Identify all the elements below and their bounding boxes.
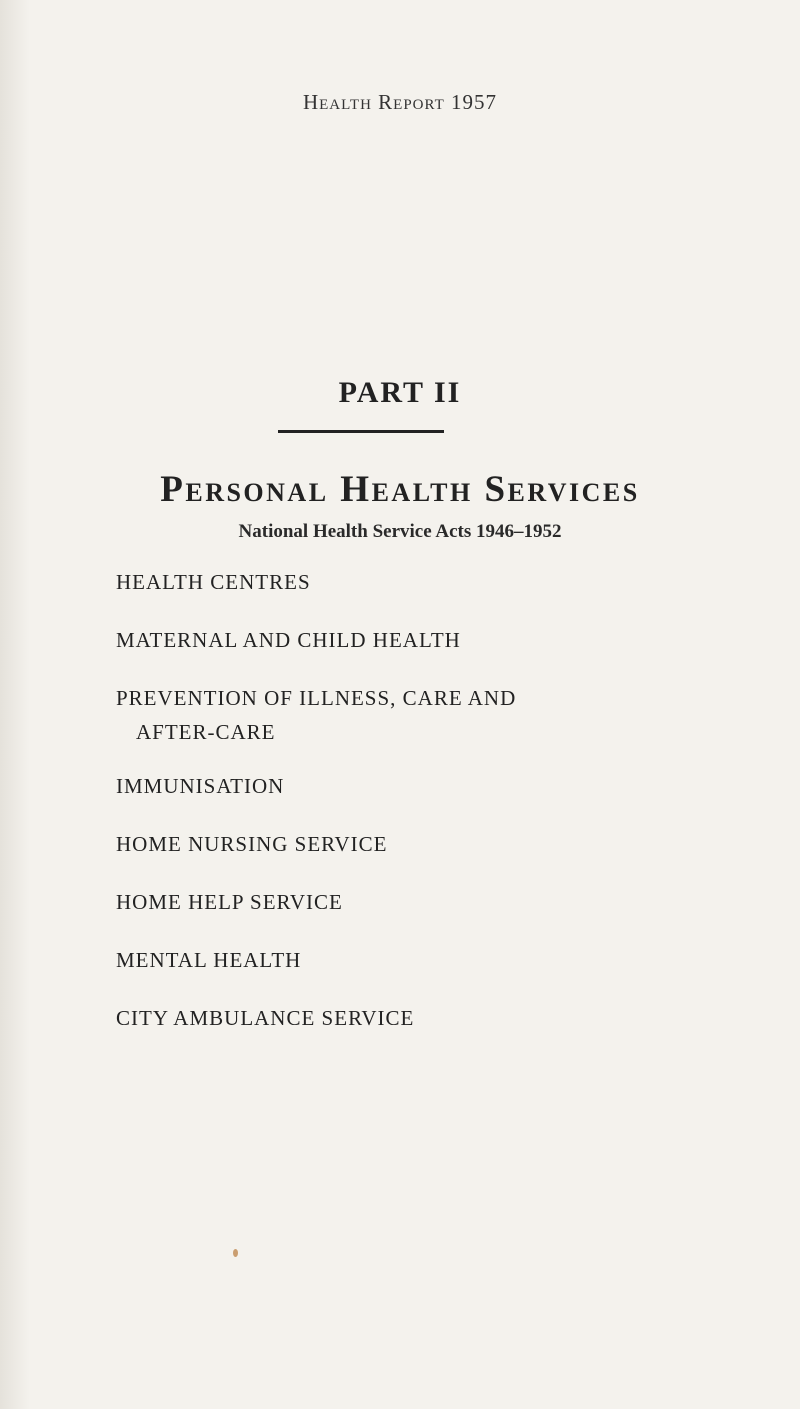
section-item-home-nursing xyxy=(116,827,756,861)
section-item-label: CITY AMBULANCE SERVICE xyxy=(116,1006,415,1030)
part-heading: PART II xyxy=(338,376,462,409)
running-head: Health Report 1957 xyxy=(302,90,498,114)
section-item-label-continuation: AFTER-CARE xyxy=(136,720,276,744)
section-item-label: HOME NURSING SERVICE xyxy=(116,832,388,856)
section-item-prevention-of-illness xyxy=(116,681,756,749)
section-item-label: IMMUNISATION xyxy=(116,774,285,798)
section-item-maternal-child-health xyxy=(116,623,756,657)
section-list xyxy=(116,565,756,1035)
section-item-home-help xyxy=(116,885,756,919)
section-item-label: MATERNAL AND CHILD HEALTH xyxy=(116,628,461,652)
part-heading-rule xyxy=(278,430,444,433)
section-item-city-ambulance xyxy=(116,1001,756,1035)
section-item-label: HEALTH CENTRES xyxy=(116,570,311,594)
section-item-health-centres xyxy=(116,565,756,599)
ink-speck xyxy=(233,1249,238,1257)
page-title: Personal Health Services xyxy=(160,469,640,510)
acts-subtitle: National Health Service Acts 1946–1952 xyxy=(238,521,562,542)
section-item-label: PREVENTION OF ILLNESS, CARE AND xyxy=(116,686,517,710)
section-item-label: MENTAL HEALTH xyxy=(116,948,302,972)
section-item-label: HOME HELP SERVICE xyxy=(116,890,343,914)
section-item-mental-health xyxy=(116,943,756,977)
page-edge-shading xyxy=(0,0,30,1409)
section-item-immunisation xyxy=(116,769,756,803)
